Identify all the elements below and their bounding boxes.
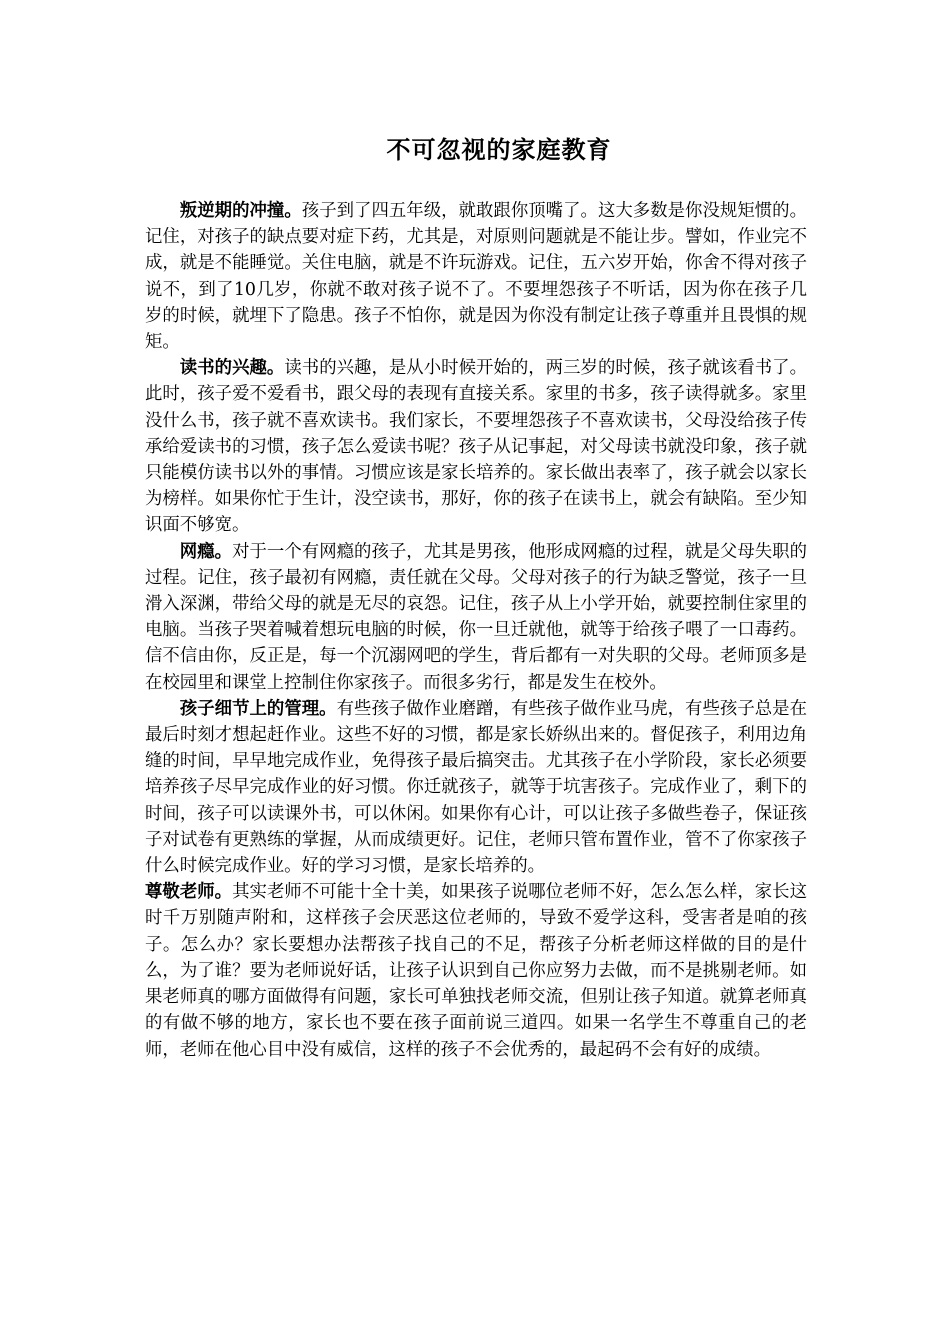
paragraph-heading: 尊敬老师。 — [145, 882, 233, 903]
paragraph-heading: 网瘾。 — [179, 541, 233, 562]
paragraph-heading: 叛逆期的冲撞。 — [179, 201, 302, 221]
paragraph-text: 孩子到了四五年级，就敢跟你顶嘴了。这大多数是你没规矩惯的。记住，对孩子的缺点要对症下药，尤其是，对原则问题就是不能让步。譬如，作业完不成，就是不能睡觉。关住电脑，就是不许玩游戏。记住，五六岁开始，你舍不得对孩子说不，到了10几岁，你就不敢对孩子说不了。不要埋怨孩子不听话，因为你在孩子几岁的时候，就埋下了隐患。孩子不怕你，就是因为你没有制定让孩子尊重并且畏惧的规矩。 — [145, 201, 807, 353]
paragraph-text: 有些孩子做作业磨蹭，有些孩子做作业马虎，有些孩子总是在最后时刻才想起赶作业。这些不好的习惯，都是家长娇纵出来的。督促孩子，利用边角缝的时间，早早地完成作业，免得孩子最后搞突击。尤其孩子在小学阶段，家长必须要培养孩子尽早完成作业的好习惯。你迁就孩子，就等于坑害孩子。完成作业了，剩下的时间，孩子可以读课外书，可以休闲。如果你有心计，可以让孩子多做些卷子，保证孩子对试卷有更熟练的掌握，从而成绩更好。记住，老师只管布置作业，管不了你家孩子什么时候完成作业。好的学习习惯，是家长培养的。 — [145, 698, 807, 877]
document-title: 不可忽视的家庭教育 — [386, 135, 612, 164]
paragraph-heading: 孩子细节上的管理。 — [179, 698, 337, 719]
paragraph-reading-interest — [145, 355, 807, 538]
paragraph-text: 对于一个有网瘾的孩子，尤其是男孩，他形成网瘾的过程，就是父母失职的过程。记住，孩子最初有网瘾，责任就在父母。父母对孩子的行为缺乏警觉，孩子一旦滑入深渊，带给父母的就是无尽的哀怨。记住，孩子从上小学开始，就要控制住家里的电脑。当孩子哭着喊着想玩电脑的时候，你一旦迁就他，就等于给孩子喂了一口毒药。信不信由你，反正是，每一个沉溺网吧的学生，背后都有一对失职的父母。老师顶多是在校园里和课堂上控制住你家孩子。而很多劣行，都是发生在校外。 — [145, 541, 807, 693]
paragraph-internet-addiction — [145, 539, 807, 696]
paragraph-detail-management — [145, 696, 807, 879]
paragraph-text: 读书的兴趣，是从小时候开始的，两三岁的时候，孩子就该看书了。此时，孩子爱不爱看书，跟父母的表现有直接关系。家里的书多，孩子读得就多。家里没什么书，孩子就不喜欢读书。我们家长，不要埋怨孩子不喜欢读书，父母没给孩子传承给爱读书的习惯，孩子怎么爱读书呢？孩子从记事起，对父母读书就没印象，孩子就只能模仿读书以外的事情。习惯应该是家长培养的。家长做出表率了，孩子就会以家长为榜样。如果你忙于生计，没空读书，那好，你的孩子在读书上，就会有缺陷。至少知识面不够宽。 — [145, 358, 807, 536]
document-body — [145, 198, 807, 1063]
paragraph-respect-teachers — [145, 879, 807, 1062]
paragraph-rebellious-period — [145, 198, 807, 355]
paragraph-heading: 读书的兴趣。 — [179, 358, 285, 379]
paragraph-text: 其实老师不可能十全十美，如果孩子说哪位老师不好，怎么怎么样，家长这时千万别随声附和，这样孩子会厌恶这位老师的，导致不爱学这科，受害者是咱的孩子。怎么办？家长要想办法帮孩子找自己的不足，帮孩子分析老师这样做的目的是什么，为了谁？要为老师说好话，让孩子认识到自己你应努力去做，而不是挑剔老师。如果老师真的哪方面做得有问题，家长可单独找老师交流，但别让孩子知道。就算老师真的有做不够的地方，家长也不要在孩子面前说三道四。如果一名学生不尊重自己的老师，老师在他心目中没有威信，这样的孩子不会优秀的，最起码不会有好的成绩。 — [145, 882, 807, 1060]
